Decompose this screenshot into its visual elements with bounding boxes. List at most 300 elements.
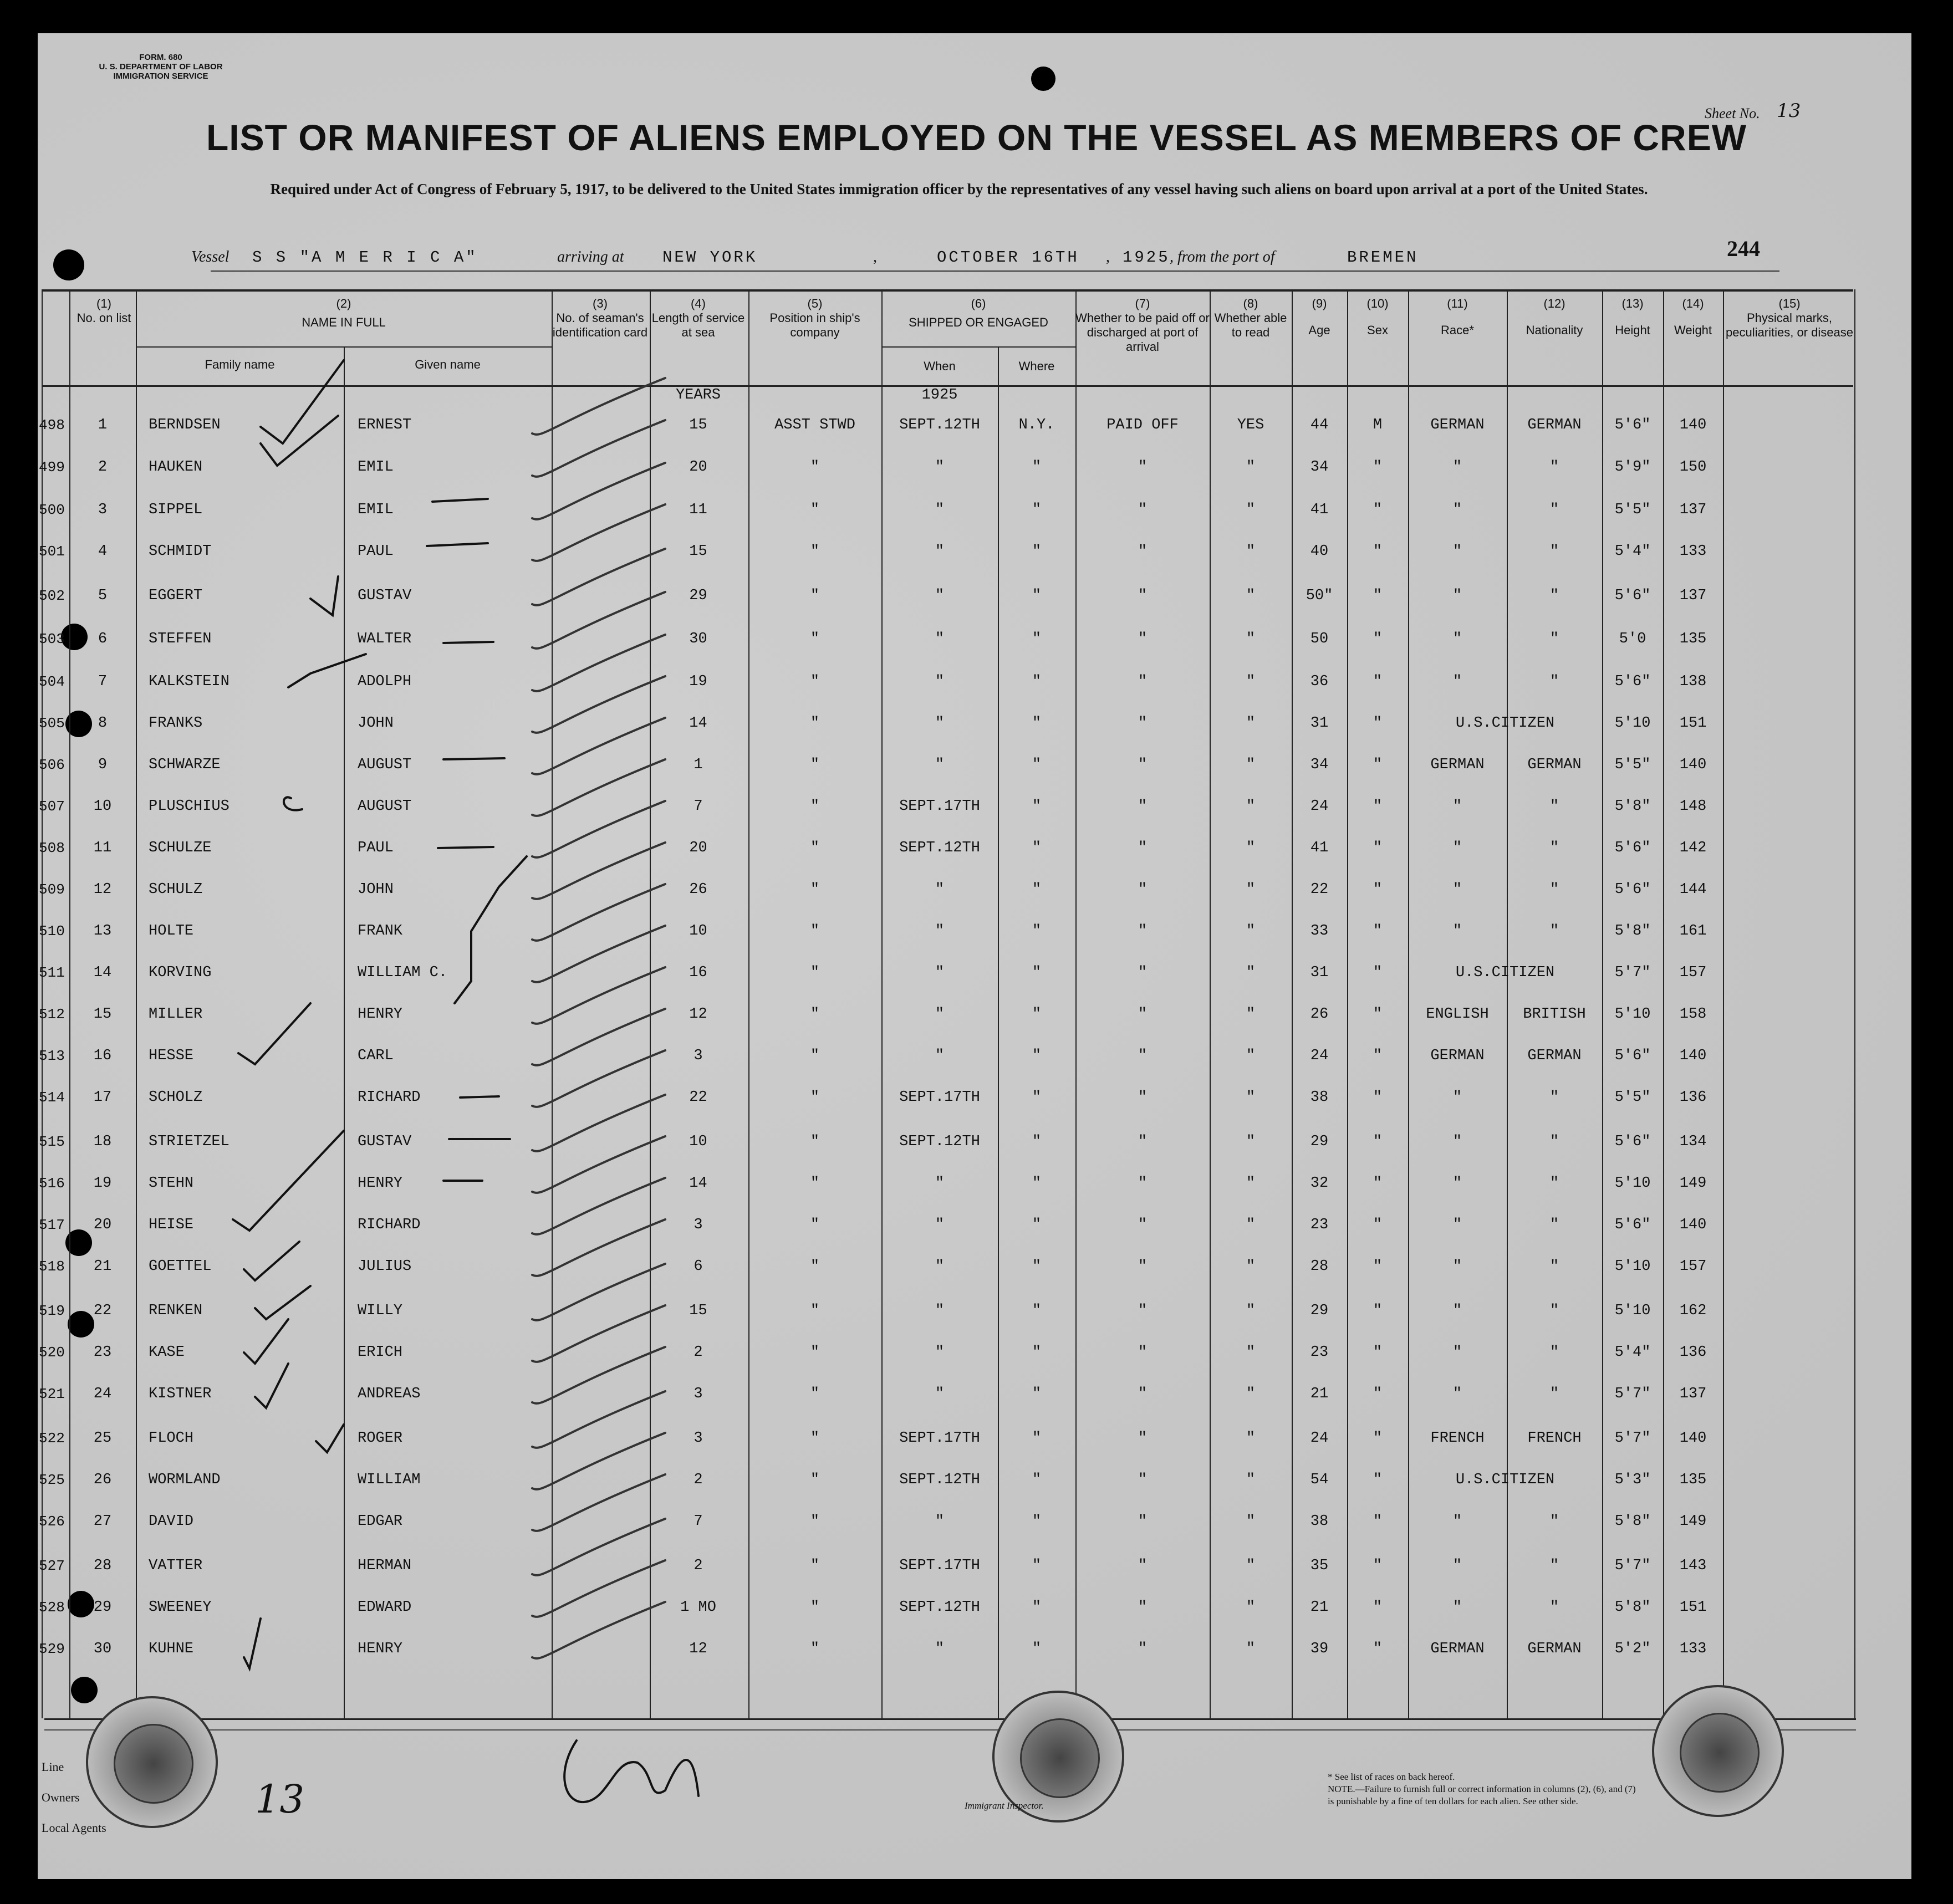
cell-height: 5'5" (1614, 1089, 1651, 1106)
cell-where: " (1032, 1386, 1042, 1402)
cell-no: 17 (93, 1089, 112, 1106)
cell-where: " (1032, 1089, 1042, 1106)
cell-paid: " (1138, 1303, 1148, 1319)
cell-nationality: " (1549, 631, 1559, 647)
cell-when: SEPT.12TH (899, 1134, 980, 1150)
cell-service: 2 (694, 1558, 703, 1574)
cell-position: " (810, 1558, 820, 1574)
cell-margin: 527 (39, 1558, 65, 1574)
cell-no: 7 (98, 673, 108, 690)
cell-no: 5 (98, 588, 108, 604)
cell-service: 7 (694, 798, 703, 815)
separator: , (1106, 248, 1110, 266)
cell-given: EDGAR (358, 1513, 403, 1530)
pencil-slash (532, 1519, 665, 1575)
cell-where: " (1032, 1599, 1042, 1616)
cell-family: HAUKEN (149, 459, 203, 476)
cell-height: 5'7" (1614, 1386, 1651, 1402)
cell-sex: " (1373, 1134, 1383, 1150)
cell-when: " (935, 1217, 945, 1233)
cell-service: 1 MO (680, 1599, 716, 1616)
cell-race: " (1452, 923, 1462, 940)
cell-margin: 507 (39, 798, 65, 815)
cell-read: " (1246, 631, 1256, 647)
cell-weight: 161 (1679, 923, 1707, 940)
cell-paid: " (1138, 881, 1148, 898)
service: IMMIGRATION SERVICE (113, 72, 208, 81)
cell-sex: " (1373, 923, 1383, 940)
checkmark (255, 1364, 288, 1408)
cell-margin: 506 (39, 757, 65, 773)
cell-position: " (810, 631, 820, 647)
cell-height: 5'10 (1614, 1303, 1651, 1319)
cell-given: RICHARD (358, 1217, 421, 1233)
cell-given: PAUL (358, 840, 394, 856)
cell-nationality: " (1549, 1089, 1559, 1106)
cell-family: STEHN (149, 1175, 194, 1192)
cell-height: 5'4" (1614, 543, 1651, 560)
cell-sex: " (1373, 1513, 1383, 1530)
cell-margin: 501 (39, 543, 65, 560)
cell-sex: " (1373, 1217, 1383, 1233)
cell-paid: " (1138, 1430, 1148, 1447)
cell-where: " (1032, 964, 1042, 981)
cell-height: 5'5" (1614, 757, 1651, 773)
cell-service: 30 (689, 631, 707, 647)
col-header-id-card: (3) No. of seaman's identification card (552, 297, 648, 339)
cell-position: " (810, 588, 820, 604)
cell-weight: 162 (1679, 1303, 1707, 1319)
cell-height: 5'2" (1614, 1641, 1651, 1657)
cell-race: ENGLISH (1426, 1006, 1489, 1023)
cell-family: SCHWARZE (149, 757, 221, 773)
cell-margin: 526 (39, 1513, 65, 1530)
col-header-nationality: (12) Nationality (1526, 297, 1583, 337)
cell-position: " (810, 1430, 820, 1447)
cell-where: " (1032, 1430, 1042, 1447)
cell-given: FRANK (358, 923, 403, 940)
cell-no: 26 (93, 1472, 112, 1488)
cell-given: ERICH (358, 1344, 403, 1361)
cell-when: " (935, 715, 945, 732)
departure-port: BREMEN (1347, 248, 1419, 267)
cell-read: " (1246, 1217, 1256, 1233)
cell-age: 31 (1310, 964, 1329, 981)
col-header-position: (5) Position in ship's company (769, 297, 860, 339)
cell-sex: " (1373, 588, 1383, 604)
cell-paid: " (1138, 543, 1148, 560)
cell-age: 41 (1310, 840, 1329, 856)
cell-service: 19 (689, 673, 707, 690)
cell-race: " (1452, 1134, 1462, 1150)
cell-height: 5'7" (1614, 1558, 1651, 1574)
cell-family: HEISE (149, 1217, 194, 1233)
cell-height: 5'8" (1614, 1599, 1651, 1616)
cell-where: " (1032, 1175, 1042, 1192)
cell-where: " (1032, 1641, 1042, 1657)
cell-race: " (1452, 1599, 1462, 1616)
cell-no: 11 (93, 840, 112, 856)
cell-family: KUHNE (149, 1641, 194, 1657)
cell-height: 5'8" (1614, 798, 1651, 815)
cell-age: 28 (1310, 1258, 1329, 1275)
cell-where: " (1032, 543, 1042, 560)
cell-nationality: " (1549, 459, 1559, 476)
checkmark (233, 1131, 344, 1231)
cell-given: ERNEST (358, 417, 412, 433)
cell-age: 24 (1310, 798, 1329, 815)
cell-age: 54 (1310, 1472, 1329, 1488)
cell-position: " (810, 840, 820, 856)
cell-no: 24 (93, 1386, 112, 1402)
from-port-label: , from the port of (1170, 248, 1275, 266)
cell-service: 11 (689, 502, 707, 518)
cell-given: PAUL (358, 543, 394, 560)
cell-margin: 500 (39, 502, 65, 518)
cell-where: " (1032, 840, 1042, 856)
cell-no: 9 (98, 757, 108, 773)
cell-read: " (1246, 757, 1256, 773)
cell-nationality: " (1549, 588, 1559, 604)
checkmark (284, 797, 302, 810)
cell-no: 21 (93, 1258, 112, 1275)
cell-service: 12 (689, 1641, 707, 1657)
cell-position: " (810, 1175, 820, 1192)
page-title: LIST OR MANIFEST OF ALIENS EMPLOYED ON THE VESSEL AS MEMBERS OF CREW (206, 117, 1747, 158)
cell-where: " (1032, 502, 1042, 518)
cell-no: 22 (93, 1303, 112, 1319)
cell-paid: " (1138, 1048, 1148, 1064)
cell-position: " (810, 543, 820, 560)
vessel-label: Vessel (191, 248, 230, 266)
cell-position: " (810, 923, 820, 940)
sheet-label: Sheet No. (1705, 105, 1760, 121)
cell-read: " (1246, 1430, 1256, 1447)
cell-read: " (1246, 715, 1256, 732)
cell-height: 5'4" (1614, 1344, 1651, 1361)
cell-age: 34 (1310, 459, 1329, 476)
cell-weight: 135 (1679, 631, 1707, 647)
checkmark (261, 416, 338, 466)
cell-nationality: GERMAN (1527, 1048, 1582, 1064)
cell-weight: 137 (1679, 588, 1707, 604)
cell-race: FRENCH (1430, 1430, 1485, 1447)
cell-paid: " (1138, 1513, 1148, 1530)
cell-position: " (810, 1258, 820, 1275)
cell-weight: 142 (1679, 840, 1707, 856)
cell-weight: 133 (1679, 543, 1707, 560)
cell-race: " (1452, 881, 1462, 898)
cell-height: 5'10 (1614, 715, 1651, 732)
cell-age: 36 (1310, 673, 1329, 690)
cell-no: 2 (98, 459, 108, 476)
cell-no: 12 (93, 881, 112, 898)
cell-position: ASST STWD (774, 417, 855, 433)
cell-margin: 519 (39, 1303, 65, 1319)
footer-agents-label: Local Agents (42, 1821, 106, 1835)
cell-service: 12 (689, 1006, 707, 1023)
cell-family: EGGERT (149, 588, 203, 604)
col-header-service: (4) Length of service at sea (651, 297, 745, 339)
cell-family: DAVID (149, 1513, 194, 1530)
cell-when: " (935, 459, 945, 476)
cell-when: " (935, 1386, 945, 1402)
cell-sex: " (1373, 964, 1383, 981)
cell-margin: 508 (39, 840, 65, 856)
cell-race: " (1452, 1303, 1462, 1319)
cell-given: EDWARD (358, 1599, 412, 1616)
cell-weight: 140 (1679, 1217, 1707, 1233)
cell-nationality: " (1549, 1134, 1559, 1150)
sheet-number: 13 (1777, 100, 1801, 122)
cell-family: KORVING (149, 964, 212, 981)
cell-weight: 151 (1679, 715, 1707, 732)
cell-margin: 525 (39, 1472, 65, 1488)
cell-nationality: " (1549, 840, 1559, 856)
cell-height: 5'6" (1614, 588, 1651, 604)
cell-height: 5'0 (1619, 631, 1646, 647)
cell-weight: 137 (1679, 1386, 1707, 1402)
cell-no: 13 (93, 923, 112, 940)
cell-age: 23 (1310, 1217, 1329, 1233)
cell-paid: " (1138, 840, 1148, 856)
service-unit: YEARS (675, 387, 721, 404)
cell-when: SEPT.12TH (899, 1599, 980, 1616)
cell-race: U.S.CITIZEN (1455, 1472, 1555, 1488)
cell-margin: 518 (39, 1258, 65, 1275)
cell-given: AUGUST (358, 798, 412, 815)
cell-no: 23 (93, 1344, 112, 1361)
cell-position: " (810, 1006, 820, 1023)
cell-sex: " (1373, 1006, 1383, 1023)
cell-when: " (935, 673, 945, 690)
cell-where: " (1032, 1472, 1042, 1488)
arrival-date: OCTOBER 16TH (937, 248, 1079, 267)
cell-weight: 157 (1679, 1258, 1707, 1275)
cell-given: HENRY (358, 1641, 403, 1657)
cell-when: " (935, 543, 945, 560)
cell-service: 22 (689, 1089, 707, 1106)
cell-weight: 150 (1679, 459, 1707, 476)
cell-race: " (1452, 543, 1462, 560)
cell-position: " (810, 1344, 820, 1361)
cell-weight: 133 (1679, 1641, 1707, 1657)
cell-given: WILLIAM (358, 1472, 421, 1488)
cell-given: ANDREAS (358, 1386, 421, 1402)
cell-sex: " (1373, 1089, 1383, 1106)
cell-family: GOETTEL (149, 1258, 212, 1275)
cell-no: 14 (93, 964, 112, 981)
cell-weight: 134 (1679, 1134, 1707, 1150)
cell-position: " (810, 1048, 820, 1064)
cell-race: GERMAN (1430, 417, 1485, 433)
cell-paid: " (1138, 1258, 1148, 1275)
cell-age: 29 (1310, 1303, 1329, 1319)
cell-read: " (1246, 588, 1256, 604)
cell-nationality: " (1549, 923, 1559, 940)
cell-nationality: " (1549, 1303, 1559, 1319)
cell-service: 29 (689, 588, 707, 604)
cell-no: 25 (93, 1430, 112, 1447)
cell-race: " (1452, 1258, 1462, 1275)
cell-height: 5'5" (1614, 502, 1651, 518)
cell-read: " (1246, 840, 1256, 856)
cell-read: " (1246, 1558, 1256, 1574)
cell-margin: 503 (39, 631, 65, 647)
cell-family: PLUSCHIUS (149, 798, 230, 815)
cell-given: RICHARD (358, 1089, 421, 1106)
cell-paid: " (1138, 1134, 1148, 1150)
cell-weight: 149 (1679, 1513, 1707, 1530)
cell-sex: " (1373, 631, 1383, 647)
cell-where: " (1032, 1217, 1042, 1233)
cell-nationality: " (1549, 798, 1559, 815)
dash-mark (443, 758, 504, 759)
cell-height: 5'10 (1614, 1258, 1651, 1275)
cell-margin: 522 (39, 1430, 65, 1447)
cell-service: 3 (694, 1386, 703, 1402)
col-header-no: (1) No. on list (77, 297, 131, 325)
cell-position: " (810, 757, 820, 773)
page-number: 244 (1727, 236, 1760, 261)
cell-given: AUGUST (358, 757, 412, 773)
cell-position: " (810, 1134, 820, 1150)
cell-position: " (810, 1599, 820, 1616)
cell-age: 21 (1310, 1599, 1329, 1616)
pencil-slash (532, 1264, 665, 1320)
cell-race: " (1452, 1386, 1462, 1402)
cell-margin: 520 (39, 1344, 65, 1361)
cell-weight: 148 (1679, 798, 1707, 815)
col-header-physical-marks: (15) Physical marks, peculiarities, or disease (1726, 297, 1853, 339)
cell-sex: " (1373, 459, 1383, 476)
cell-age: 29 (1310, 1134, 1329, 1150)
cell-no: 29 (93, 1599, 112, 1616)
cell-paid: " (1138, 502, 1148, 518)
cell-height: 5'6" (1614, 1048, 1651, 1064)
cell-family: KALKSTEIN (149, 673, 230, 690)
cell-nationality: " (1549, 1558, 1559, 1574)
cell-age: 32 (1310, 1175, 1329, 1192)
cell-family: STRIETZEL (149, 1134, 230, 1150)
cell-where: " (1032, 1303, 1042, 1319)
cell-sex: " (1373, 1472, 1383, 1488)
checkmark (261, 360, 344, 443)
cell-family: MILLER (149, 1006, 203, 1023)
cell-nationality: GERMAN (1527, 757, 1582, 773)
cell-height: 5'8" (1614, 1513, 1651, 1530)
col-header-name: (2) NAME IN FULL (302, 297, 386, 329)
cell-height: 5'6" (1614, 881, 1651, 898)
cell-height: 5'7" (1614, 1430, 1651, 1447)
cell-race: " (1452, 1217, 1462, 1233)
cell-race: " (1452, 1344, 1462, 1361)
cell-weight: 149 (1679, 1175, 1707, 1192)
cell-when: " (935, 1048, 945, 1064)
cell-read: " (1246, 543, 1256, 560)
cell-family: STEFFEN (149, 631, 212, 647)
cell-paid: " (1138, 1599, 1148, 1616)
cell-family: WORMLAND (149, 1472, 221, 1488)
cell-age: 24 (1310, 1430, 1329, 1447)
cell-paid: " (1138, 1558, 1148, 1574)
cell-read: " (1246, 1599, 1256, 1616)
cell-service: 1 (694, 757, 703, 773)
cell-when: " (935, 1641, 945, 1657)
cell-no: 6 (98, 631, 108, 647)
cell-height: 5'9" (1614, 459, 1651, 476)
cell-sex: " (1373, 1303, 1383, 1319)
cell-weight: 143 (1679, 1558, 1707, 1574)
cell-given: EMIL (358, 502, 394, 518)
checkmark (244, 1619, 261, 1668)
cell-read: " (1246, 1472, 1256, 1488)
cell-age: 38 (1310, 1513, 1329, 1530)
cell-read: " (1246, 1303, 1256, 1319)
consulate-seal (86, 1696, 218, 1828)
inspector-signature (564, 1740, 698, 1802)
cell-where: " (1032, 1558, 1042, 1574)
cell-given: HENRY (358, 1006, 403, 1023)
cell-weight: 144 (1679, 881, 1707, 898)
cell-age: 34 (1310, 757, 1329, 773)
cell-margin: 509 (39, 881, 65, 898)
cell-sex: " (1373, 798, 1383, 815)
cell-position: " (810, 715, 820, 732)
cell-read: " (1246, 1006, 1256, 1023)
cell-family: KASE (149, 1344, 185, 1361)
cell-family: SIPPEL (149, 502, 203, 518)
cell-sex: M (1373, 417, 1383, 433)
cell-position: " (810, 964, 820, 981)
cell-service: 3 (694, 1217, 703, 1233)
cell-margin: 512 (39, 1006, 65, 1023)
cell-race: " (1452, 1513, 1462, 1530)
cell-margin: 515 (39, 1134, 65, 1150)
cell-paid: " (1138, 798, 1148, 815)
cell-service: 15 (689, 543, 707, 560)
col-header-read: (8) Whether able to read (1214, 297, 1287, 339)
cell-nationality: GERMAN (1527, 1641, 1582, 1657)
cell-paid: " (1138, 1217, 1148, 1233)
cell-weight: 158 (1679, 1006, 1707, 1023)
cell-weight: 140 (1679, 1048, 1707, 1064)
cell-when: " (935, 1006, 945, 1023)
cell-position: " (810, 673, 820, 690)
cell-weight: 140 (1679, 757, 1707, 773)
arrival-year: 1925 (1123, 248, 1170, 267)
cell-nationality: " (1549, 1344, 1559, 1361)
cell-read: " (1246, 964, 1256, 981)
cell-sex: " (1373, 1599, 1383, 1616)
cell-position: " (810, 1513, 820, 1530)
cell-sex: " (1373, 1386, 1383, 1402)
cell-position: " (810, 1089, 820, 1106)
cell-paid: " (1138, 673, 1148, 690)
checkmark (238, 1003, 310, 1064)
cell-family: BERNDSEN (149, 417, 221, 433)
cell-family: FRANKS (149, 715, 203, 732)
cell-given: HERMAN (358, 1558, 412, 1574)
cell-read: " (1246, 881, 1256, 898)
cell-when: " (935, 588, 945, 604)
col-header-when: When (924, 359, 956, 373)
cell-paid: " (1138, 588, 1148, 604)
cell-paid: " (1138, 1386, 1148, 1402)
cell-where: " (1032, 673, 1042, 690)
cell-race: GERMAN (1430, 1048, 1485, 1064)
cell-sex: " (1373, 1641, 1383, 1657)
